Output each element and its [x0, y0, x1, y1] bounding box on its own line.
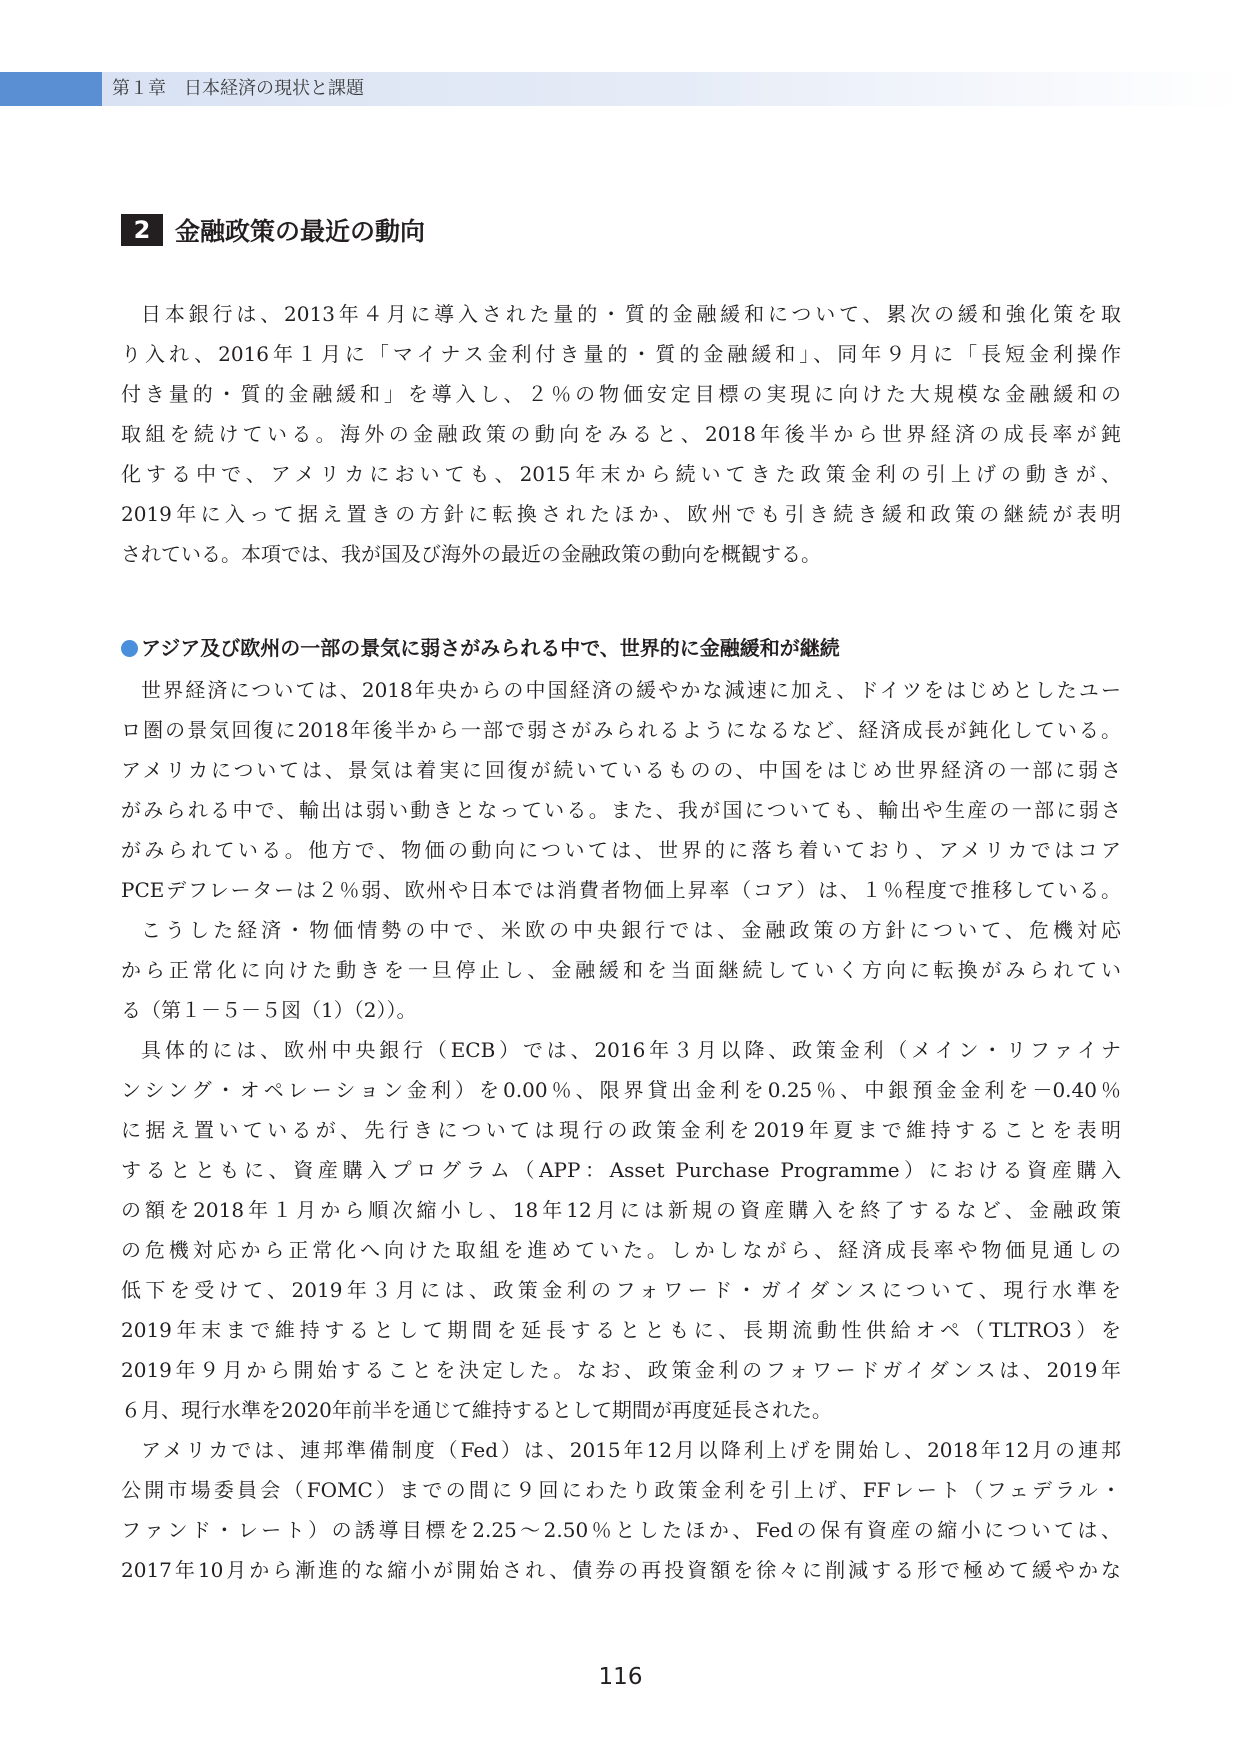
body-line: 2019年末まで維持するとして期間を延長するとともに、長期流動性供給オペ（TLTRO3）を: [121, 1318, 1121, 1342]
section-title: 金融政策の最近の動向: [175, 217, 426, 246]
section-number-badge: 2: [121, 214, 163, 246]
subheading: [121, 628, 840, 668]
intro-line: 付き量的・質的金融緩和」を導入し、２％の物価安定目標の実現に向けた大規模な金融緩和の: [121, 382, 1121, 406]
body-line: 具体的には、欧州中央銀行（ECB）では、2016年３月以降、政策金利（メイン・リファイナ: [141, 1038, 1121, 1062]
body-line: ファンド・レート）の誘導目標を2.25～2.50％としたほか、Fedの保有資産の縮小については、: [121, 1518, 1121, 1542]
body-line: の危機対応から正常化へ向けた取組を進めていた。しかしながら、経済成長率や物価見通しの: [121, 1238, 1121, 1262]
body-line: がみられている。他方で、物価の動向については、世界的に落ち着いており、アメリカではコア: [121, 838, 1121, 862]
body-line: PCEデフレーターは２％弱、欧州や日本では消費者物価上昇率（コア）は、１％程度で推移している。: [121, 878, 1121, 902]
body-line: するとともに、資産購入プログラム（APP：Asset Purchase Programme）における資産購入: [121, 1158, 1121, 1182]
body-line: こうした経済・物価情勢の中で、米欧の中央銀行では、金融政策の方針について、危機対応: [141, 918, 1121, 942]
body-line: の額を2018年１月から順次縮小し、18年12月には新規の資産購入を終了するなど、金融政策: [121, 1198, 1121, 1222]
chapter-header-tab: [0, 72, 102, 106]
body-line: から正常化に向けた動きを一旦停止し、金融緩和を当面継続していく方向に転換がみられてい: [121, 958, 1121, 982]
bullet-circle-icon: [121, 640, 138, 657]
body-line: る（第１－５－５図（1）（2））。: [121, 998, 417, 1022]
section-heading: [121, 214, 425, 246]
body-line: 世界経済については、2018年央からの中国経済の緩やかな減速に加え、ドイツをはじめとしたユー: [141, 678, 1121, 702]
intro-line: 化する中で、アメリカにおいても、2015年末から続いてきた政策金利の引上げの動きが、: [121, 462, 1121, 486]
intro-line: 日本銀行は、2013年４月に導入された量的・質的金融緩和について、累次の緩和強化策を取: [141, 302, 1121, 326]
body-line: ンシング・オペレーション金利）を0.00％、限界貸出金利を0.25％、中銀預金金利を－0.40％: [121, 1078, 1121, 1102]
body-line: アメリカでは、連邦準備制度（Fed）は、2015年12月以降利上げを開始し、2018年12月の連邦: [141, 1438, 1121, 1462]
body-line: 低下を受けて、2019年３月には、政策金利のフォワード・ガイダンスについて、現行水準を: [121, 1278, 1121, 1302]
intro-line: 2019年に入って据え置きの方針に転換されたほか、欧州でも引き続き緩和政策の継続が表明: [121, 502, 1121, 526]
body-line: 公開市場委員会（FOMC）までの間に９回にわたり政策金利を引上げ、FFレート（フェデラル・: [121, 1478, 1121, 1502]
subheading-text: アジア及び欧州の一部の景気に弱さがみられる中で、世界的に金融緩和が継続: [141, 636, 840, 660]
page-number: 116: [598, 1664, 643, 1690]
body-line: がみられる中で、輸出は弱い動きとなっている。また、我が国についても、輸出や生産の一部に弱さ: [121, 798, 1121, 822]
body-line: ６月、現行水準を2020年前半を通じて維持するとして期間が再度延長された。: [121, 1398, 832, 1422]
body-line: ロ圏の景気回復に2018年後半から一部で弱さがみられるようになるなど、経済成長が鈍化している。: [121, 718, 1121, 742]
intro-line: り入れ、2016年１月に「マイナス金利付き量的・質的金融緩和」、同年９月に「長短金利操作: [121, 342, 1121, 366]
body-line: 2017年10月から漸進的な縮小が開始され、債券の再投資額を徐々に削減する形で極めて緩やかな: [121, 1558, 1121, 1582]
intro-line: されている。本項では、我が国及び海外の最近の金融政策の動向を概観する。: [121, 542, 821, 566]
body-line: アメリカについては、景気は着実に回復が続いているものの、中国をはじめ世界経済の一部に弱さ: [121, 758, 1121, 782]
body-line: 2019年９月から開始することを決定した。なお、政策金利のフォワードガイダンスは、2019年: [121, 1358, 1121, 1382]
intro-line: 取組を続けている。海外の金融政策の動向をみると、2018年後半から世界経済の成長率が鈍: [121, 422, 1121, 446]
chapter-title: 第１章 日本経済の現状と課題: [112, 78, 364, 99]
body-line: に据え置いているが、先行きについては現行の政策金利を2019年夏まで維持することを表明: [121, 1118, 1121, 1142]
